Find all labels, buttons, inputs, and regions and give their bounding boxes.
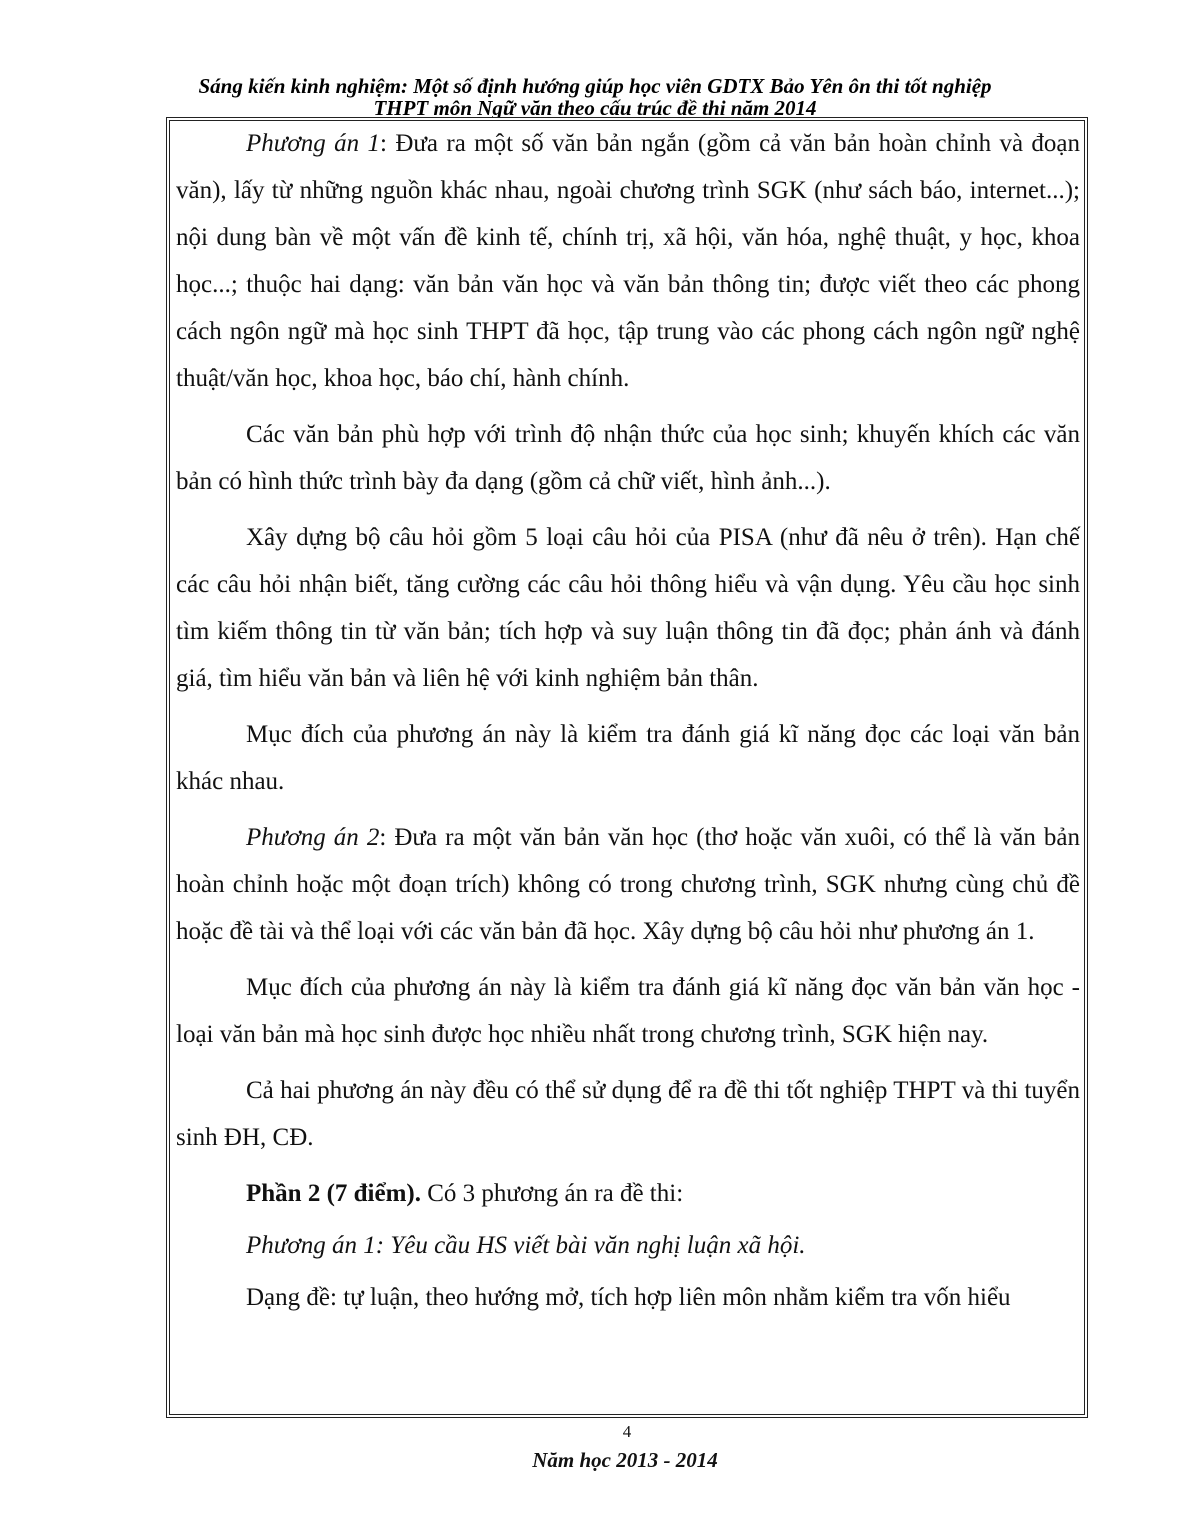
paragraph-phan-2 <box>176 1170 1080 1217</box>
body-content <box>176 120 1080 1330</box>
paragraph-4: Mục đích của phương án này là kiểm tra đánh giá kĩ năng đọc các loại văn bản khác nhau. <box>176 721 1080 795</box>
paragraph-10: Dạng đề: tự luận, theo hướng mở, tích hợp liên môn nhằm kiểm tra vốn hiểu <box>246 1284 1011 1311</box>
phuong-an-2-label: Phương án 2 <box>246 824 380 851</box>
header-line-2: THPT môn Ngữ văn theo cấu trúc đề thi năm 2014 <box>373 96 817 120</box>
paragraph-phuong-an-1 <box>176 120 1080 402</box>
page-number: 4 <box>622 1422 632 1441</box>
paragraph-phuong-an-2 <box>176 814 1080 955</box>
paragraph-7: Cả hai phương án này đều có thể sử dụng để ra đề thi tốt nghiệp THPT và thi tuyển sinh ĐH, CĐ. <box>176 1077 1080 1151</box>
phan-2-text: Có 3 phương án ra đề thi: <box>421 1180 684 1207</box>
header-line-1: Sáng kiến kinh nghiệm: Một số định hướng giúp học viên GDTX Bảo Yên ôn thi tốt nghiệp <box>198 74 992 98</box>
paragraph-6: Mục đích của phương án này là kiểm tra đánh giá kĩ năng đọc văn bản văn học - loại văn bản mà học sinh được học nhiều nhất trong chương trình, SGK hiện nay. <box>176 974 1080 1048</box>
paragraph-9: Phương án 1: Yêu cầu HS viết bài văn nghị luận xã hội. <box>246 1232 806 1259</box>
page-footer: Năm học 2013 - 2014 <box>532 1448 718 1472</box>
phuong-an-1-label: Phương án 1 <box>246 130 380 157</box>
paragraph-3: Xây dựng bộ câu hỏi gồm 5 loại câu hỏi của PISA (như đã nêu ở trên). Hạn chế các câu hỏi nhận biết, tăng cường các câu hỏi thông hiểu và vận dụng. Yêu cầu học sinh tìm kiếm thông tin từ văn bản; tích hợp và suy luận thông tin đã đọc; phản ánh và đánh giá, tìm hiểu văn bản và liên hệ với kinh nghiệm bản thân. <box>176 524 1080 692</box>
phuong-an-2-text: : Đưa ra một văn bản văn học (thơ hoặc văn xuôi, có thể là văn bản hoàn chỉnh hoặc một đoạn trích) không có trong chương trình, SGK nhưng cùng chủ đề hoặc đề tài và thể loại với các văn bản đã học. Xây dựng bộ câu hỏi như phương án 1. <box>176 824 1080 945</box>
paragraph-2: Các văn bản phù hợp với trình độ nhận thức của học sinh; khuyến khích các văn bản có hình thức trình bày đa dạng (gồm cả chữ viết, hình ảnh...). <box>176 421 1080 495</box>
phuong-an-1-text: : Đưa ra một số văn bản ngắn (gồm cả văn bản hoàn chỉnh và đoạn văn), lấy từ những nguồn khác nhau, ngoài chương trình SGK (như sách báo, internet...); nội dung bàn về một vấn đề kinh tế, chính trị, xã hội, văn hóa, nghệ thuật, y học, khoa học...; thuộc hai dạng: văn bản văn học và văn bản thông tin; được viết theo các phong cách ngôn ngữ mà học sinh THPT đã học, tập trung vào các phong cách ngôn ngữ nghệ thuật/văn học, khoa học, báo chí, hành chính. <box>176 130 1081 392</box>
phan-2-heading: Phần 2 (7 điểm). <box>246 1180 421 1207</box>
